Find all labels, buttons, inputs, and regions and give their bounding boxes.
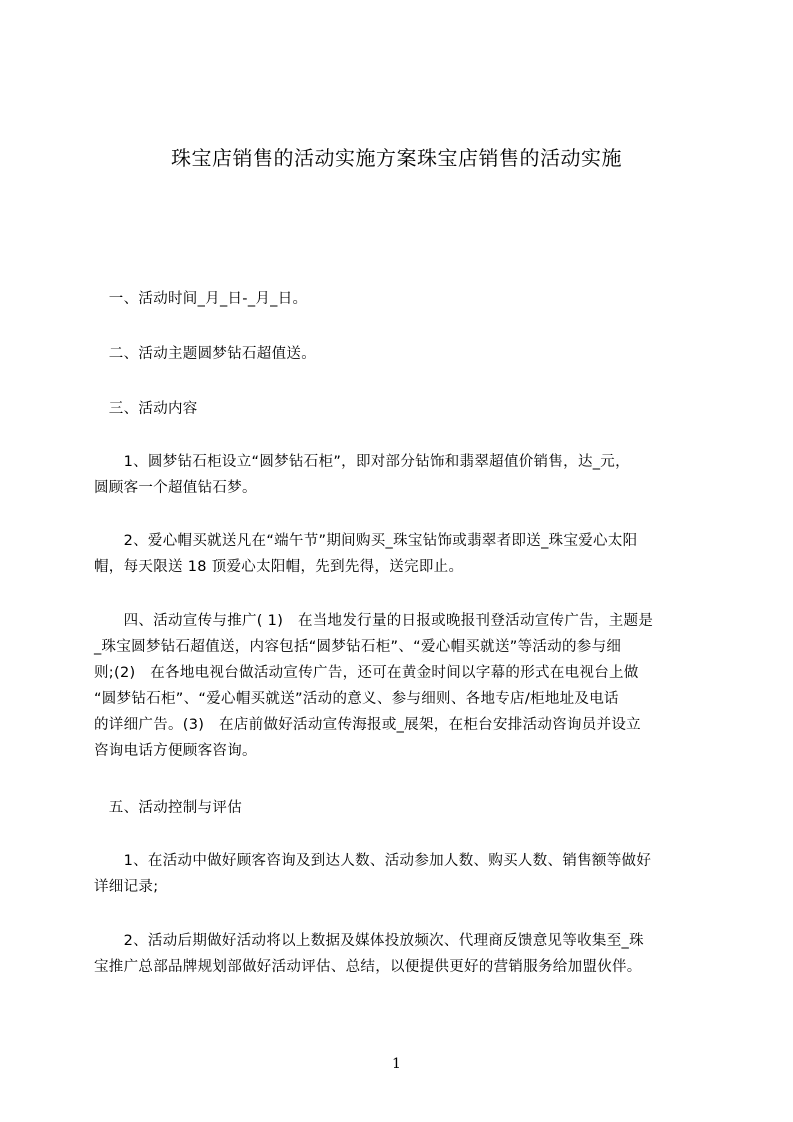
text-line: 1、圆梦钻石柜设立“圆梦钻石柜”，即对部分钻饰和翡翠超值价销售，达_元， [94, 454, 630, 470]
text-line: 四、活动宣传与推广( 1) 在当地发行量的日报或晚报刊登活动宣传广告，主题是 [94, 613, 654, 629]
paragraph-promotion [94, 608, 714, 764]
text-line: 帽，每天限送 18 顶爱心太阳帽，先到先得，送完即止。 [94, 559, 464, 575]
text-line: _珠宝圆梦钻石超值送，内容包括“圆梦钻石柜”、“爱心帽买就送”等活动的参与细 [94, 639, 622, 655]
section-control-evaluation-heading [94, 795, 714, 821]
page-number: 1 [392, 1056, 401, 1072]
section-activity-content-heading [94, 396, 714, 422]
text-line: 2、活动后期做好活动将以上数据及媒体投放频次、代理商反馈意见等收集至_珠 [94, 933, 644, 949]
text-line: 则;(2) 在各地电视台做活动宣传广告，还可在黄金时间以字幕的形式在电视台上做 [94, 665, 639, 681]
paragraph-record-keeping [94, 848, 714, 900]
text-line: 的详细广告。(3) 在店前做好活动宣传海报或_展架，在柜台安排活动咨询员并设立 [94, 717, 641, 733]
text-line: “圆梦钻石柜”、“爱心帽买就送”活动的意义、参与细则、各地专店/柜地址及电话 [94, 691, 619, 707]
text-line: 圆顾客一个超值钻石梦。 [94, 480, 257, 496]
text-line: 五、活动控制与评估 [94, 800, 242, 816]
section-activity-time [94, 286, 714, 312]
text-line: 一、活动时间_月_日-_月_日。 [94, 291, 308, 307]
text-line: 三、活动内容 [94, 401, 198, 417]
paragraph-love-hat [94, 528, 714, 580]
section-activity-theme [94, 341, 714, 367]
text-line: 1、在活动中做好顾客咨询及到达人数、活动参加人数、购买人数、销售额等做好 [94, 853, 652, 869]
document-title: 珠宝店销售的活动实施方案珠宝店销售的活动实施 [171, 146, 622, 170]
text-line: 咨询电话方便顾客咨询。 [94, 743, 257, 759]
text-line: 宝推广总部品牌规划部做好活动评估、总结，以便提供更好的营销服务给加盟伙伴。 [94, 959, 642, 975]
text-line: 详细记录; [94, 879, 159, 895]
paragraph-diamond-cabinet [94, 449, 714, 501]
paragraph-post-activity [94, 928, 714, 980]
text-line: 二、活动主题圆梦钻石超值送。 [94, 346, 316, 362]
text-line: 2、爱心帽买就送凡在“端午节”期间购买_珠宝钻饰或翡翠者即送_珠宝爱心太阳 [94, 533, 638, 549]
